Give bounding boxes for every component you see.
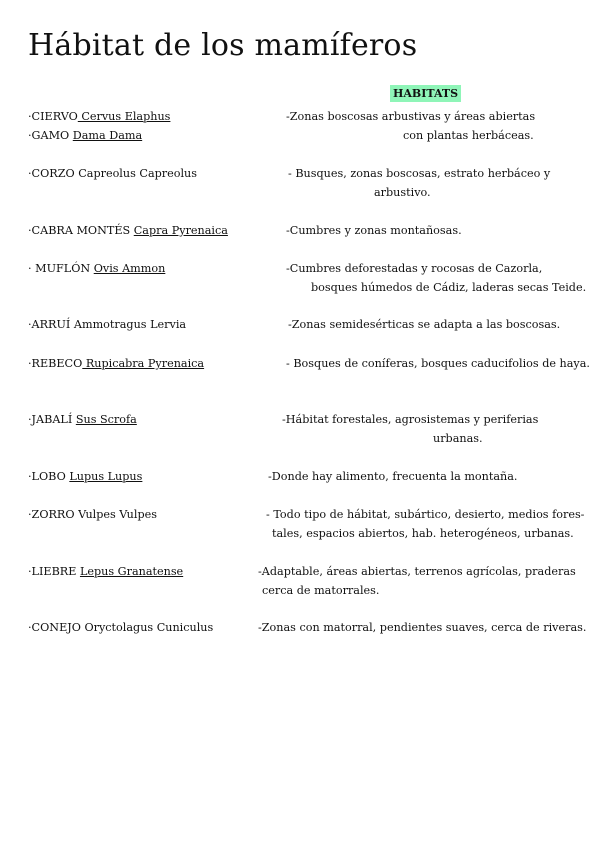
- habitat-jabali-line2: urbanas.: [433, 432, 483, 445]
- animal-name-lobo: [28, 470, 142, 484]
- habitat-liebre-line1: -Adaptable, áreas abiertas, terrenos agrícolas, praderas: [258, 565, 576, 578]
- habitat-lobo-line1: -Donde hay alimento, frecuenta la montaña.: [268, 470, 518, 483]
- page-title: Hábitat de los mamíferos: [28, 28, 418, 63]
- animal-name-ciervo: [28, 110, 170, 124]
- habitat-arrui-line1: -Zonas semidesérticas se adapta a las boscosas.: [288, 318, 561, 331]
- animal-name-gamo: [28, 129, 142, 143]
- animal-common-name: ·CONEJO Oryctolagus Cuniculus: [28, 621, 214, 634]
- animal-common-name: ·JABALÍ: [28, 413, 76, 426]
- animal-name-liebre: [28, 565, 183, 579]
- habitat-corzo-line1: - Busques, zonas boscosas, estrato herbáceo y: [288, 167, 551, 180]
- animal-scientific-name: Ovis Ammon: [93, 262, 166, 275]
- animal-name-cabra-montes: [28, 224, 228, 238]
- habitats-header-badge: HABITATS: [390, 85, 461, 102]
- habitat-zorro-line2: tales, espacios abiertos, hab. heterogéneos, urbanas.: [272, 527, 574, 540]
- habitat-cabra-montes-line1: -Cumbres y zonas montañosas.: [286, 224, 462, 237]
- animal-name-arrui: [28, 318, 186, 332]
- animal-scientific-name: Capra Pyrenaica: [133, 224, 228, 237]
- animal-common-name: ·CIERVO: [28, 110, 78, 123]
- animal-common-name: ·ZORRO Vulpes Vulpes: [28, 508, 157, 521]
- animal-common-name: ·LIEBRE: [28, 565, 80, 578]
- animal-name-muflon: [28, 262, 165, 276]
- animal-common-name: ·ARRUÍ Ammotragus Lervia: [28, 318, 187, 331]
- animal-common-name: ·REBECO: [28, 357, 83, 370]
- animal-scientific-name: Lepus Granatense: [79, 565, 184, 578]
- animal-scientific-name: Dama Dama: [72, 129, 143, 142]
- animal-scientific-name: Cervus Elaphus: [77, 110, 171, 123]
- animal-common-name: ·CORZO Capreolus Capreolus: [28, 167, 198, 180]
- animal-name-corzo: [28, 167, 197, 181]
- habitat-muflon-line2: bosques húmedos de Cádiz, laderas secas Teide.: [311, 281, 587, 294]
- habitat-ciervo-line1: -Zonas boscosas arbustivas y áreas abiertas: [286, 110, 536, 123]
- habitat-jabali-line1: -Hábitat forestales, agrosistemas y periferias: [282, 413, 539, 426]
- animal-scientific-name: Sus Scrofa: [75, 413, 137, 426]
- animal-name-jabali: [28, 413, 137, 427]
- habitat-muflon-line1: -Cumbres deforestadas y rocosas de Cazorla,: [286, 262, 543, 275]
- animal-common-name: ·GAMO: [28, 129, 73, 142]
- animal-common-name: ·CABRA MONTÉS: [28, 224, 134, 237]
- animal-name-zorro: [28, 508, 157, 522]
- animal-common-name: · MUFLÓN: [28, 262, 94, 275]
- animal-name-rebeco: [28, 357, 204, 371]
- habitat-zorro-line1: - Todo tipo de hábitat, subártico, desierto, medios fores-: [266, 508, 585, 521]
- animal-common-name: ·LOBO: [28, 470, 70, 483]
- habitat-liebre-line2: cerca de matorrales.: [262, 584, 380, 597]
- animal-scientific-name: Rupicabra Pyrenaica: [82, 357, 205, 370]
- habitat-rebeco-line1: - Bosques de coníferas, bosques caducifolios de haya.: [286, 357, 590, 370]
- habitat-corzo-line2: arbustivo.: [374, 186, 431, 199]
- animal-name-conejo: [28, 621, 213, 635]
- habitat-gamo-line1: con plantas herbáceas.: [403, 129, 534, 142]
- habitat-conejo-line1: -Zonas con matorral, pendientes suaves, cerca de riveras.: [258, 621, 587, 634]
- animal-scientific-name: Lupus Lupus: [69, 470, 143, 483]
